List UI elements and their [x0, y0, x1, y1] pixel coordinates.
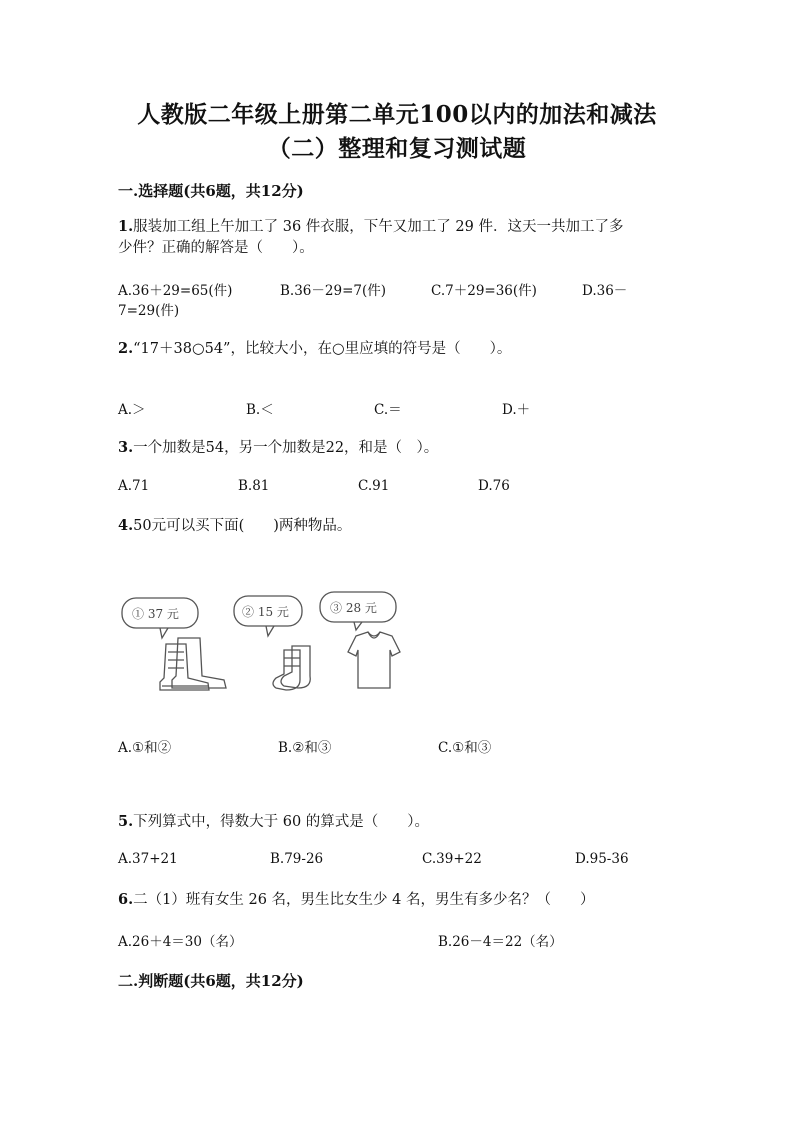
question-2	[118, 338, 678, 360]
q6-option-a[interactable]: A.26＋4＝30（名）	[118, 934, 243, 950]
q4-option-c[interactable]: C.①和③	[438, 740, 492, 756]
q5-option-b[interactable]: B.79-26	[270, 851, 324, 867]
question-6	[118, 889, 678, 911]
question-1-line-2: 少件？正确的解答是（ ）。	[118, 240, 314, 256]
question-5-text: 下列算式中，得数大于 60 的算式是（ ）。	[133, 814, 430, 830]
question-number: 4.	[118, 517, 134, 534]
question-1-line-1	[118, 216, 678, 238]
price-label-boots: ① 37 元	[132, 607, 179, 621]
q2-option-a[interactable]: A.＞	[118, 402, 146, 418]
q2-option-c[interactable]: C.＝	[374, 402, 402, 418]
socks-icon	[273, 646, 310, 690]
q4-option-a[interactable]: A.①和②	[118, 740, 172, 756]
q6-option-b[interactable]: B.26－4＝22（名）	[438, 934, 563, 950]
shirt-icon	[348, 632, 400, 688]
q1-option-a[interactable]: A.36＋29=65(件)	[118, 283, 233, 299]
shopping-items-illustration	[116, 588, 416, 698]
q5-option-a[interactable]: A.37+21	[118, 851, 178, 867]
q3-option-b[interactable]: B.81	[238, 478, 270, 494]
boots-icon	[160, 638, 226, 690]
question-3	[118, 437, 678, 459]
question-4	[118, 515, 678, 537]
q2-option-b[interactable]: B.＜	[246, 402, 274, 418]
title-line-1: 人教版二年级上册第二单元100以内的加法和减法	[137, 101, 657, 128]
question-1	[118, 216, 678, 259]
title-line-2: （二）整理和复习测试题	[267, 135, 527, 162]
q1-option-d[interactable]: D.36－	[582, 283, 628, 299]
question-6-text: 二（1）班有女生 26 名，男生比女生少 4 名，男生有多少名？（ ）	[133, 892, 595, 908]
question-number: 3.	[118, 439, 134, 456]
q2-option-d[interactable]: D.＋	[502, 402, 531, 418]
question-2-text: “17＋38○54”，比较大小，在○里应填的符号是（ ）。	[133, 341, 512, 357]
q1-option-c[interactable]: C.7＋29=36(件)	[431, 283, 537, 299]
q4-option-b[interactable]: B.②和③	[278, 740, 332, 756]
question-3-text: 一个加数是54，另一个加数是22，和是（ ）。	[133, 440, 439, 456]
question-number: 1.	[118, 218, 134, 235]
q5-option-d[interactable]: D.95-36	[575, 851, 629, 867]
section-heading-judgement: 二.判断题(共6题，共12分)	[118, 972, 304, 990]
question-number: 5.	[118, 813, 134, 830]
section-heading-choice: 一.选择题(共6题，共12分)	[118, 182, 304, 200]
q3-option-c[interactable]: C.91	[358, 478, 390, 494]
price-label-socks: ② 15 元	[242, 605, 289, 619]
question-number: 2.	[118, 340, 134, 357]
question-4-text: 50元可以买下面( )两种物品。	[133, 518, 352, 534]
q3-option-d[interactable]: D.76	[478, 478, 510, 494]
q3-option-a[interactable]: A.71	[118, 478, 150, 494]
q5-option-c[interactable]: C.39+22	[422, 851, 482, 867]
question-1-text-1: 服装加工组上午加工了 36 件衣服，下午又加工了 29 件．这天一共加工了多	[133, 219, 624, 235]
question-5	[118, 811, 678, 833]
q1-option-b[interactable]: B.36－29=7(件)	[280, 283, 387, 299]
question-number: 6.	[118, 891, 134, 908]
price-label-shirt: ③ 28 元	[330, 601, 377, 615]
q1-option-d-continued: 7=29(件)	[118, 303, 180, 319]
